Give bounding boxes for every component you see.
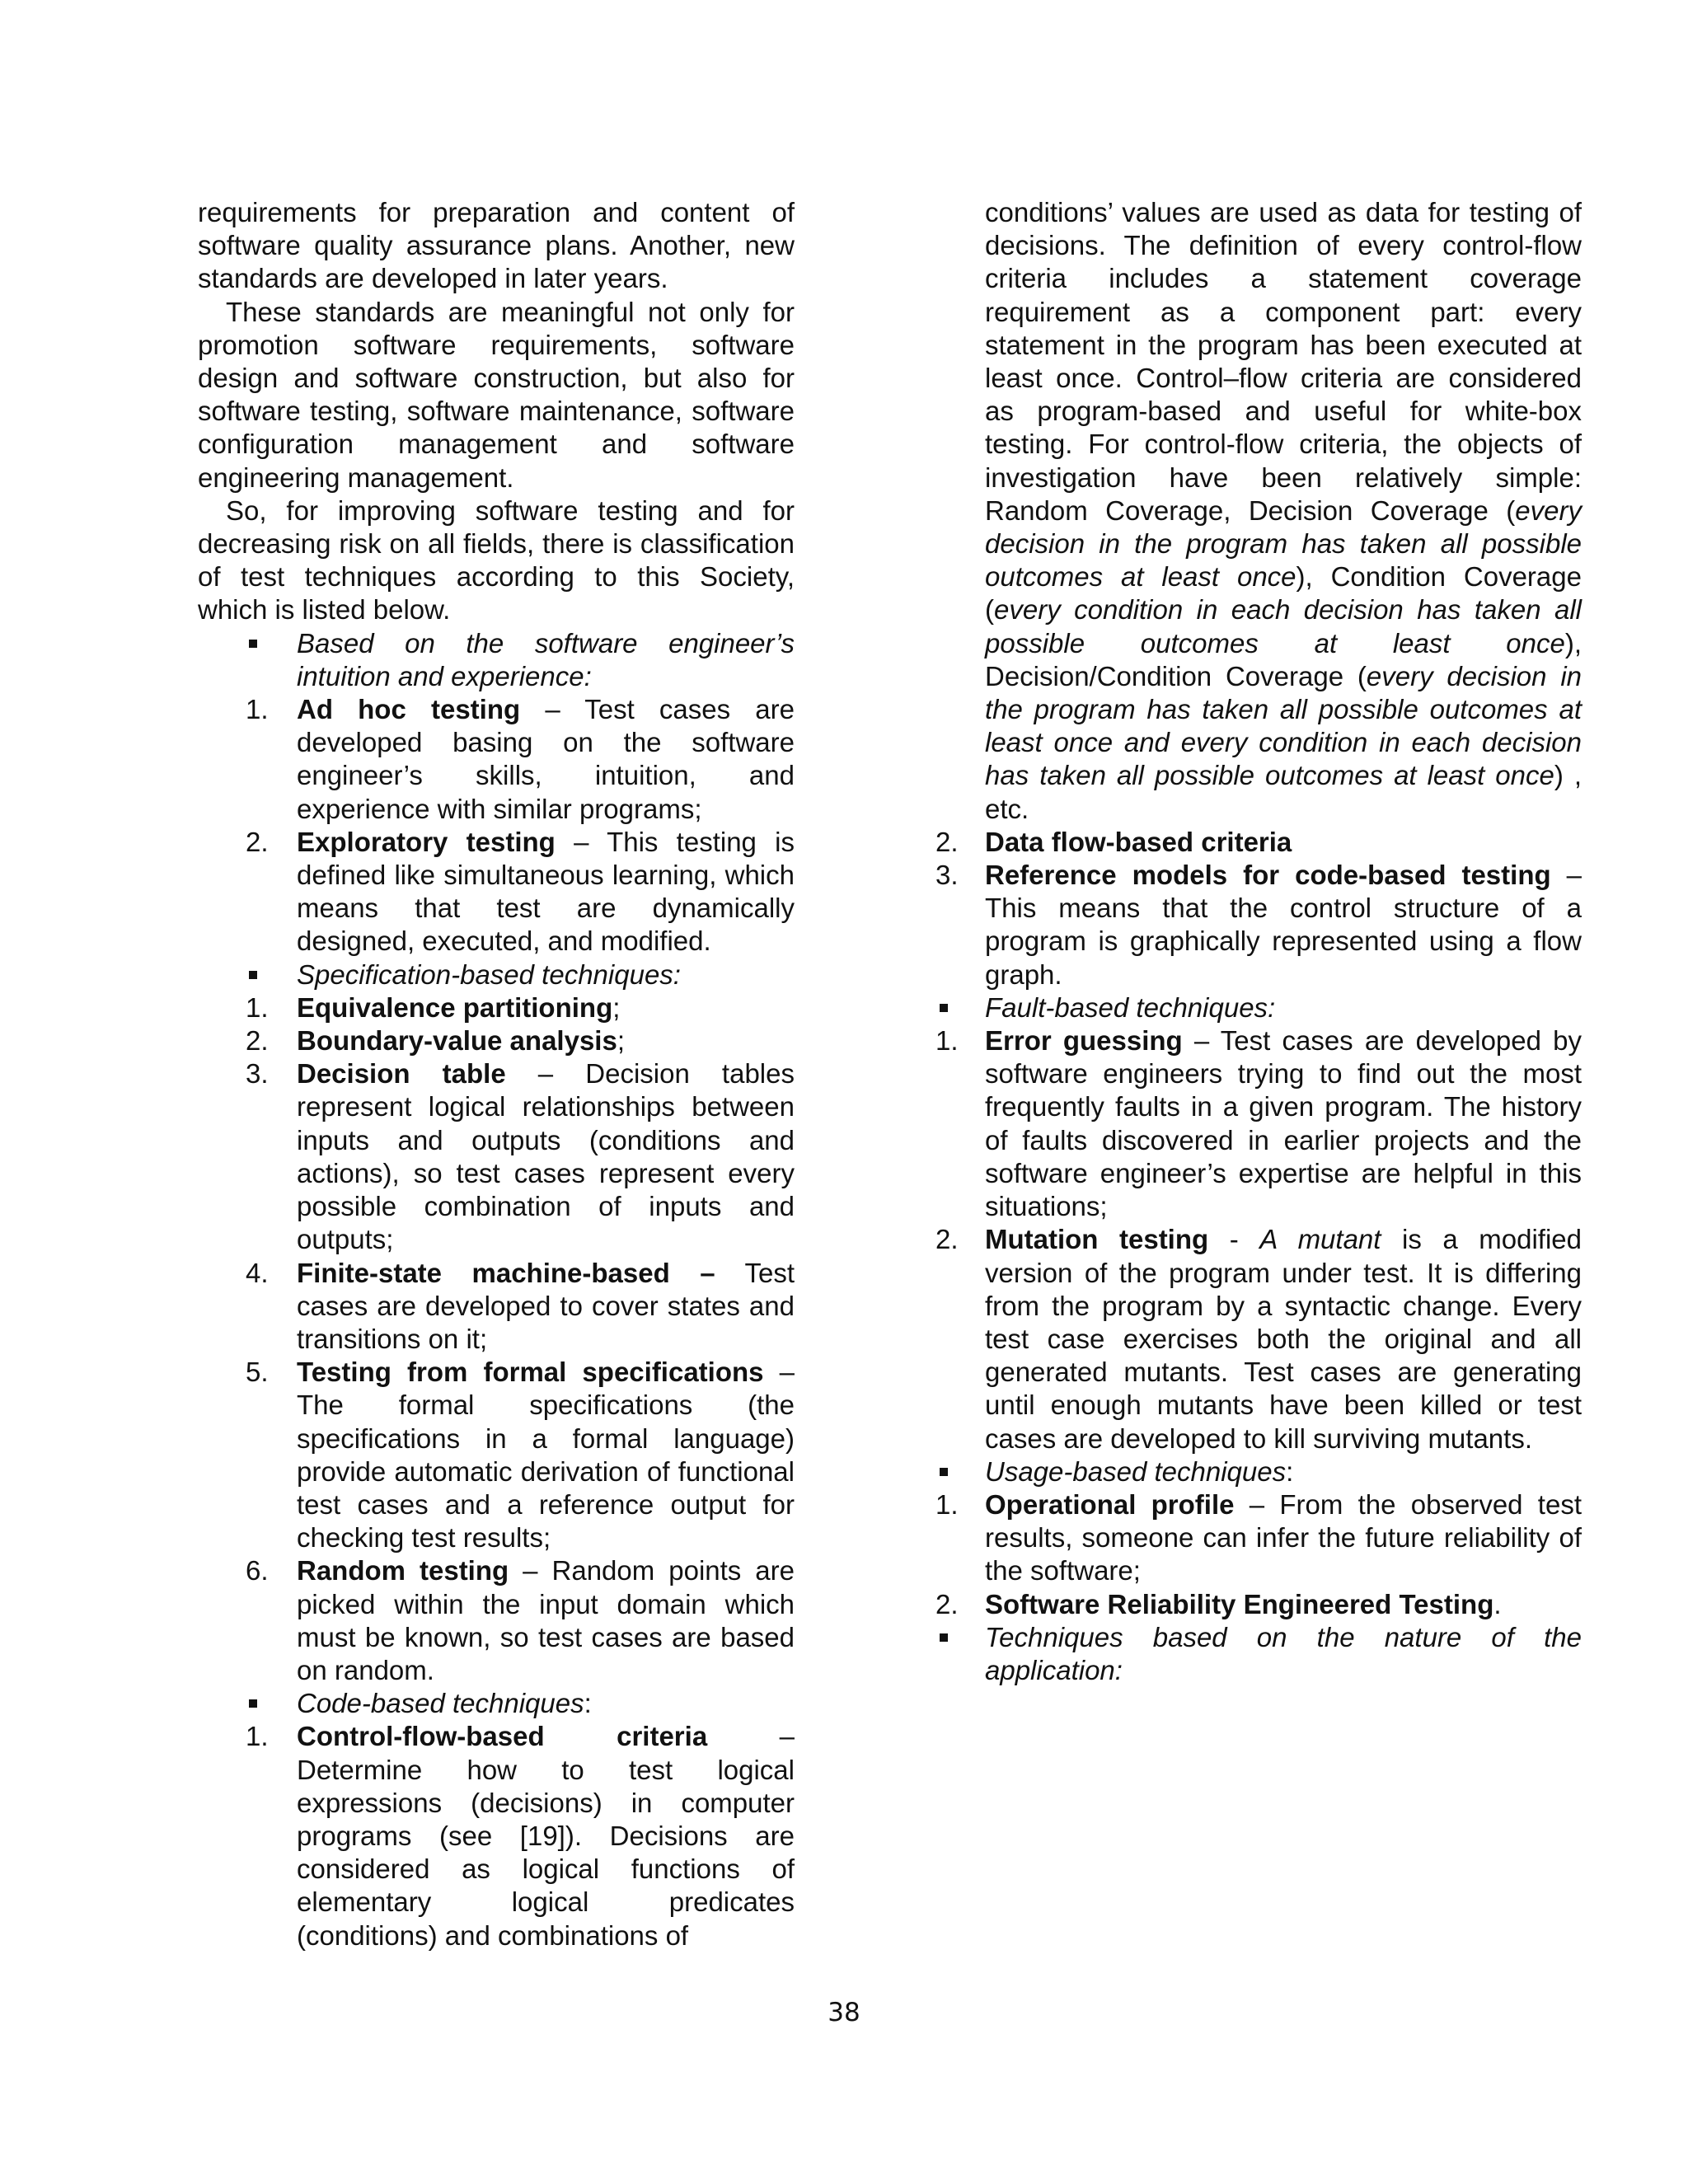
list-item: 1. Operational profile – From the observed test results, someone can infer the future reliability of the software; [935, 1488, 1582, 1586]
bullet-heading: Specification-based techniques: [198, 958, 795, 991]
list-item: 2. Mutation testing - A mutant is a modified version of the program under test. It is differing from the program by a syntactic change. Every test case exercises both the original and all generated mutants. Test cases are generating until enough mutants have been killed or test cases are developed to kill surviving mutants. [935, 1224, 1582, 1454]
bullet-heading: Based on the software engineer’s intuition and experience: [198, 627, 795, 693]
bullet-heading: Fault-based techniques: [985, 991, 1582, 1024]
square-bullet-icon [249, 971, 257, 979]
square-bullet-icon [249, 640, 257, 648]
list-item: 6. Random testing – Random points are picked within the input domain which must be known, so test cases are based on random. [246, 1555, 795, 1685]
page-number: 38 [828, 1998, 860, 2027]
list-item: 2. Exploratory testing – This testing is defined like simultaneous learning, which means that test are dynamically designed, executed, and modified. [246, 826, 795, 957]
square-bullet-icon [249, 1699, 257, 1708]
paragraph: requirements for preparation and content of software quality assurance plans. Another, new standards are developed in later years. [198, 197, 795, 294]
bullet-heading: Techniques based on the nature of the application: [985, 1621, 1582, 1687]
list-item: 1. Equivalence partitioning; [246, 991, 621, 1023]
bullet-heading: Usage-based techniques: [985, 1455, 1582, 1488]
square-bullet-icon [940, 1633, 948, 1642]
list-item: 1. Control-flow-based criteria – Determine how to test logical expressions (decisions) in computer programs (see [19]). Decisions are considered as logical functions of elementary logical predicates (conditions) and combinations of [246, 1721, 795, 1951]
paragraph: These standards are meaningful not only for promotion software requirements, software design and software construction, but also for software testing, software maintenance, software configuration management and software engineering management. [198, 296, 795, 493]
bullet-heading: Code-based techniques: [198, 1687, 795, 1720]
list-item: 3. Reference models for code-based testing – This means that the control structure of a program is graphically represented using a flow graph. [935, 860, 1582, 990]
list-item: 1. Error guessing – Test cases are developed by software engineers trying to find out the most frequently faults in a given program. The history of faults discovered in earlier projects and the software engineer’s expertise are helpful in this situations; [935, 1025, 1582, 1222]
square-bullet-icon [940, 1004, 948, 1012]
square-bullet-icon [940, 1468, 948, 1476]
left-column [198, 196, 795, 1952]
right-column [935, 196, 1582, 1687]
list-item: 2. Boundary-value analysis; [246, 1025, 625, 1057]
list-item: 3. Decision table – Decision tables represent logical relationships between inputs and outputs (conditions and actions), so test cases represent every possible combination of inputs and outputs; [246, 1058, 795, 1255]
list-item: 4. Finite-state machine-based – Test cases are developed to cover states and transitions on it; [246, 1257, 795, 1354]
list-item: 2. Data flow-based criteria [935, 826, 1292, 857]
paragraph: conditions’ values are used as data for testing of decisions. The definition of every control-flow criteria includes a statement coverage requirement as a component part: every statement in the program has been executed at least once. Control–flow criteria are considered as program-based and useful for white-box testing. For control-flow criteria, the objects of investigation have been relatively simple: Random Coverage, Decision Coverage (every decision in the program has taken all possible outcomes at least once), Condition Coverage (every condition in each decision has taken all possible outcomes at least once), Decision/Condition Coverage (every decision in the program has taken all possible outcomes at least once and every condition in each decision has taken all possible outcomes at least once) , etc. [985, 197, 1582, 824]
list-item: 5. Testing from formal specifications – The formal specifications (the specifications in a formal language) provide automatic derivation of functional test cases and a reference output for checking test results; [246, 1357, 795, 1554]
list-item: 2. Software Reliability Engineered Testing. [935, 1588, 1502, 1619]
list-item: 1. Ad hoc testing – Test cases are developed basing on the software engineer’s skills, intuition, and experience with similar programs; [246, 694, 795, 824]
paragraph: So, for improving software testing and for decreasing risk on all fields, there is classification of test techniques according to this Society, which is listed below. [198, 494, 795, 626]
